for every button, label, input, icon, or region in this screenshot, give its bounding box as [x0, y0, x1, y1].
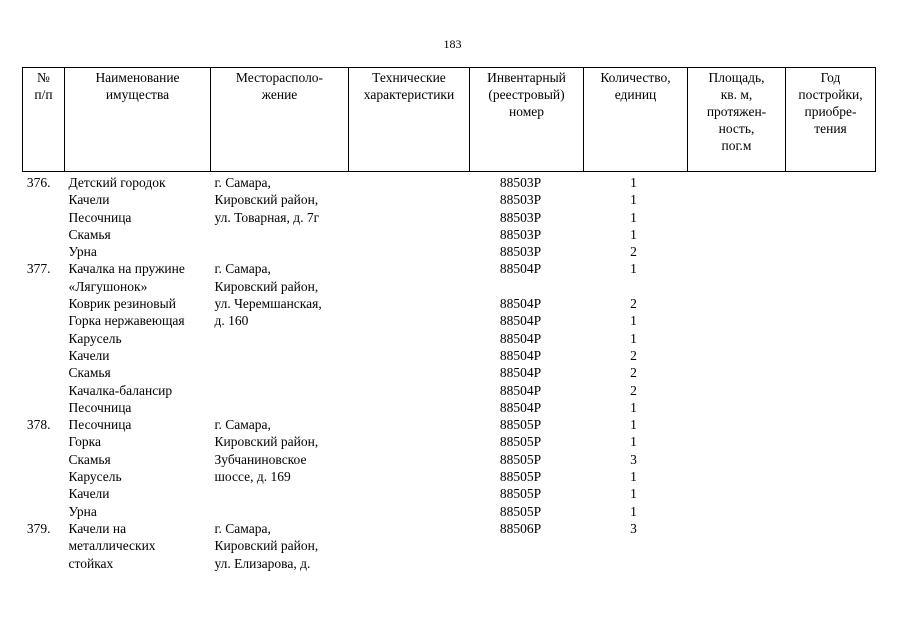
quantities [584, 260, 688, 416]
inventory-number: 88504Р [499, 330, 542, 346]
item-name: Урна [68, 503, 97, 519]
entry-number: 376. [26, 175, 51, 190]
quantity: 1 [630, 469, 637, 485]
entry-specs [349, 416, 470, 520]
inventory-number: 88504Р [499, 313, 542, 329]
header-line: тения [814, 121, 847, 136]
item-name: Горка [68, 434, 101, 450]
header-line: приобре- [804, 104, 857, 119]
item-name: Карусель [68, 330, 122, 346]
register-body [23, 172, 876, 572]
location-line: д. 160 [214, 313, 249, 329]
inventory-number: 88503Р [499, 244, 542, 260]
quantity: 1 [630, 192, 637, 208]
entry-number: 379. [26, 520, 51, 536]
header-row [23, 68, 876, 172]
quantity: 1 [630, 434, 637, 450]
inventory-number [470, 537, 572, 554]
location-line: г. Самара, [214, 175, 271, 190]
quantity: 3 [630, 451, 637, 467]
header-line: постройки, [798, 87, 863, 102]
header-line: пог.м [721, 138, 752, 153]
inventory-number: 88504Р [499, 261, 542, 277]
header-line: Количество, [600, 70, 671, 85]
quantities [584, 172, 688, 261]
inventory-number: 88504Р [499, 365, 542, 381]
property-register-table [22, 67, 876, 572]
quantity: 1 [630, 313, 637, 329]
item-names [65, 260, 211, 416]
inventory-number [470, 555, 572, 572]
header-line: имущества [105, 87, 170, 102]
item-names [65, 172, 211, 261]
entry-number: 378. [26, 417, 51, 433]
quantity: 1 [630, 330, 637, 346]
item-name: Качели на [68, 520, 127, 536]
header-line: характеристики [363, 87, 455, 102]
location-line: г. Самара, [214, 520, 271, 536]
table-row [23, 416, 876, 520]
entry-year [786, 260, 876, 416]
entry-year [786, 172, 876, 261]
col-header-location [211, 68, 349, 172]
header-line: № [37, 70, 50, 85]
location-line: шоссе, д. 169 [214, 469, 291, 485]
quantity: 2 [630, 244, 637, 260]
location-line: Кировский район, [214, 538, 319, 554]
inventory-number: 88504Р [499, 296, 542, 312]
item-name: Скамья [68, 451, 111, 467]
entry-specs [349, 260, 470, 416]
quantity: 2 [630, 365, 637, 381]
entry-specs [349, 172, 470, 261]
quantity: 1 [630, 209, 637, 225]
col-header-name [65, 68, 211, 172]
entry-year [786, 416, 876, 520]
location-line: Кировский район, [214, 192, 319, 208]
item-name: «Лягушонок» [68, 278, 148, 294]
quantity [584, 537, 684, 554]
quantity [584, 555, 684, 572]
location-line: ул. Елизарова, д. [214, 555, 311, 571]
inventory-number: 88505Р [499, 451, 542, 467]
inventory-numbers [470, 520, 584, 572]
quantity: 1 [630, 175, 637, 190]
col-header-number [23, 68, 65, 172]
location-line: ул. Товарная, д. 7г [214, 209, 320, 225]
quantity: 2 [630, 382, 637, 398]
quantity: 1 [630, 399, 637, 415]
header-line: жение [261, 87, 298, 102]
inventory-numbers [470, 416, 584, 520]
inventory-number: 88505Р [499, 503, 542, 519]
entry-number: 377. [26, 261, 51, 277]
quantity: 1 [630, 417, 637, 433]
entry-area [688, 520, 786, 572]
inventory-number: 88504Р [499, 382, 542, 398]
header-line: единиц [614, 87, 657, 102]
header-line: Наименование [95, 70, 180, 85]
quantities [584, 416, 688, 520]
item-name: Коврик резиновый [68, 296, 176, 312]
item-name: Урна [68, 244, 97, 260]
quantity: 1 [630, 503, 637, 519]
table-row [23, 520, 876, 572]
inventory-number: 88505Р [499, 434, 542, 450]
header-line: Месторасполо- [235, 70, 324, 85]
item-names [65, 416, 211, 520]
item-name: Качели [68, 347, 110, 363]
entry-area [688, 260, 786, 416]
item-name: Карусель [68, 469, 122, 485]
quantity: 2 [630, 296, 637, 312]
item-name: Горка нержавеющая [68, 313, 185, 329]
table-row [23, 172, 876, 261]
col-header-year [786, 68, 876, 172]
col-header-area [688, 68, 786, 172]
item-name: Детский городок [68, 175, 166, 190]
inventory-number: 88506Р [499, 520, 542, 536]
item-name: Скамья [68, 226, 111, 242]
inventory-number: 88503Р [499, 209, 542, 225]
item-name: Качели [68, 486, 110, 502]
quantities [584, 520, 688, 572]
item-name: Песочница [68, 209, 132, 225]
location-line: г. Самара, [214, 261, 271, 277]
header-line: Инвентарный [487, 70, 566, 85]
header-line: кв. м, [720, 87, 753, 102]
header-line: ность, [718, 121, 755, 136]
item-name: Скамья [68, 365, 111, 381]
entry-area [688, 416, 786, 520]
item-name: Качели [68, 192, 110, 208]
item-name: Качалка-балансир [68, 382, 173, 398]
entry-location [211, 172, 349, 261]
quantity: 1 [630, 261, 637, 277]
quantity: 1 [630, 226, 637, 242]
item-name: Песочница [68, 417, 132, 433]
entry-area [688, 172, 786, 261]
location-line: ул. Черемшанская, [214, 296, 322, 312]
location-line: Кировский район, [214, 278, 319, 294]
entry-specs [349, 520, 470, 572]
entry-location [211, 260, 349, 416]
header-line: (реестровый) [488, 87, 565, 102]
quantity: 3 [630, 520, 637, 536]
inventory-number: 88505Р [499, 417, 542, 433]
entry-location [211, 416, 349, 520]
quantity: 1 [630, 486, 637, 502]
col-header-inventory [470, 68, 584, 172]
entry-year [786, 520, 876, 572]
inventory-number: 88503Р [499, 192, 542, 208]
entry-location [211, 520, 349, 572]
header-line: протяжен- [706, 104, 767, 119]
inventory-number: 88503Р [499, 175, 542, 190]
inventory-number: 88505Р [499, 469, 542, 485]
page-number: 183 [443, 37, 462, 51]
inventory-numbers [470, 172, 584, 261]
inventory-number: 88505Р [499, 486, 542, 502]
item-name: Песочница [68, 399, 132, 415]
quantity: 2 [630, 347, 637, 363]
inventory-number: 88503Р [499, 226, 542, 242]
inventory-numbers [470, 260, 584, 416]
header-line: Год [820, 70, 841, 85]
header-line: Площадь, [708, 70, 765, 85]
quantity [584, 278, 684, 295]
item-names [65, 520, 211, 572]
inventory-number: 88504Р [499, 399, 542, 415]
location-line: Зубчаниновское [214, 451, 307, 467]
header-line: номер [508, 104, 544, 119]
item-name: стойках [68, 555, 114, 571]
col-header-quantity [584, 68, 688, 172]
header-line: п/п [34, 87, 53, 102]
location-line: Кировский район, [214, 434, 319, 450]
col-header-specs [349, 68, 470, 172]
header-line: Технические [372, 70, 446, 85]
item-name: металлических [68, 538, 156, 554]
inventory-number [470, 278, 572, 295]
inventory-number: 88504Р [499, 347, 542, 363]
location-line: г. Самара, [214, 417, 271, 433]
table-row [23, 260, 876, 416]
item-name: Качалка на пружине [68, 261, 185, 277]
